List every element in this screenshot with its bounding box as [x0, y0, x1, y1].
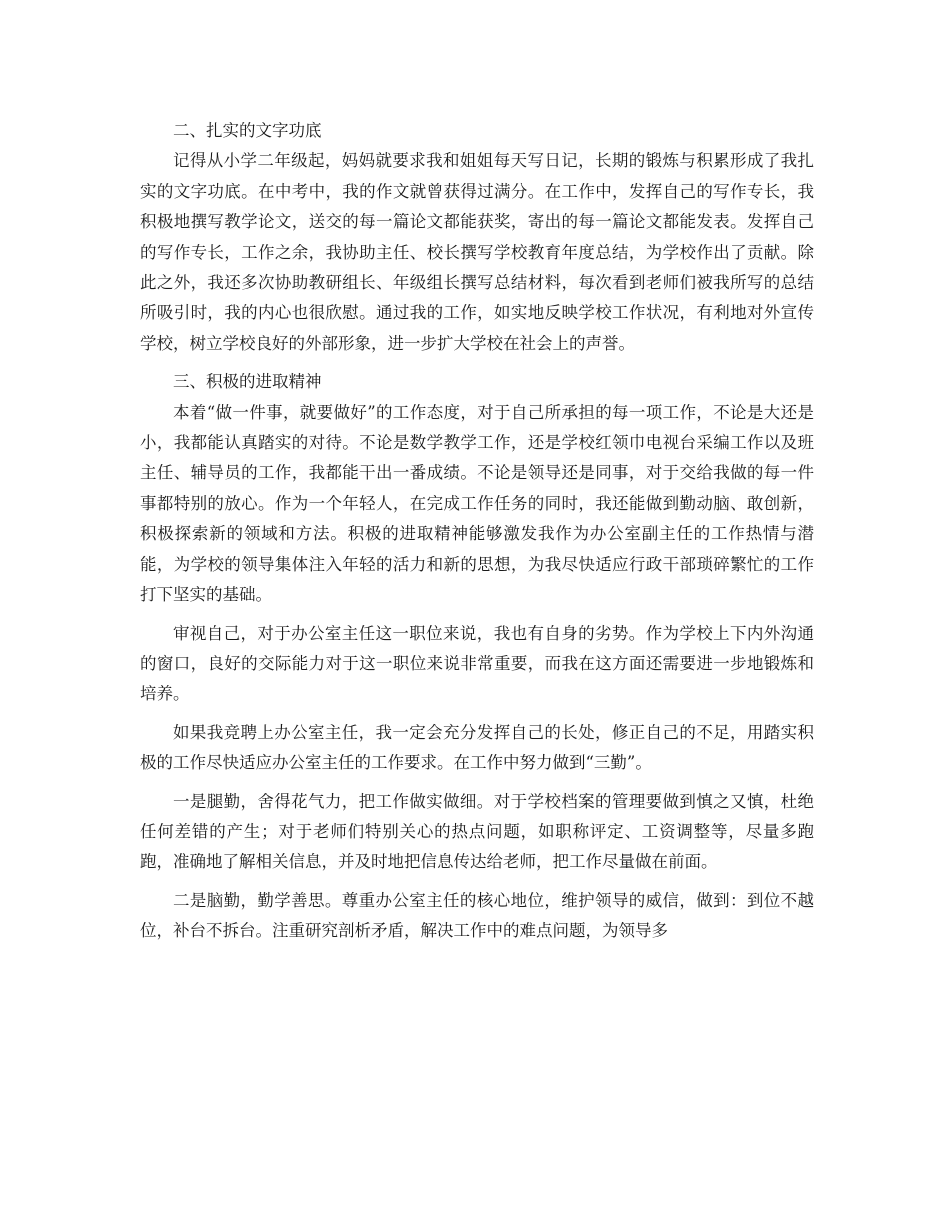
paragraph: 二是脑勤，勤学善思。尊重办公室主任的核心地位，维护领导的威信，做到：到位不越位，补台不拆台。注重研究剖析矛盾，解决工作中的难点问题，为领导多: [140, 890, 814, 941]
paragraph: 本着“做一件事，就要做好”的工作态度，对于自己所承担的每一项工作，不论是大还是小，我都能认真踏实的对待。不论是数学教学工作，还是学校红领巾电视台采编工作以及班主任、辅导员的工作，我都能干出一番成绩。不论是领导还是同事，对于交给我做的每一件事都特别的放心。作为一个年轻人，在完成工作任务的同时，我还能做到勤动脑、敢创新，积极探索新的领域和方法。积极的进取精神能够激发我作为办公室副主任的工作热情与潜能，为学校的领导集体注入年轻的活力和新的思想，为我尽快适应行政干部琐碎繁忙的工作打下坚实的基础。: [140, 402, 814, 605]
section-heading: 二、扎实的文字功底: [173, 121, 322, 140]
section-heading: 三、积极的进取精神: [173, 372, 322, 392]
paragraph: 记得从小学二年级起，妈妈就要求我和姐姐每天写日记，长期的锻炼与积累形成了我扎实的文字功底。在中考中，我的作文就曾获得过满分。在工作中，发挥自己的写作专长，我积极地撰写教学论文，送交的每一篇论文都能获奖，寄出的每一篇论文都能发表。发挥自己的写作专长，工作之余，我协助主任、校长撰写学校教育年度总结，为学校作出了贡献。除此之外，我还多次协助教研组长、年级组长撰写总结材料，每次看到老师们被我所写的总结所吸引时，我的内心也很欣慰。通过我的工作，如实地反映学校工作状况，有利地对外宣传学校，树立学校良好的外部形象，进一步扩大学校在社会上的声誉。: [140, 151, 814, 353]
document-body: [140, 116, 814, 947]
paragraph: 审视自己，对于办公室主任这一职位来说，我也有自身的劣势。作为学校上下内外沟通的窗口，良好的交际能力对于这一职位来说非常重要，而我在这方面还需要进一步地锻炼和培养。: [140, 623, 814, 704]
paragraph: 如果我竞聘上办公室主任，我一定会充分发挥自己的长处，修正自己的不足，用踏实积极的工作尽快适应办公室主任的工作要求。在工作中努力做到“三勤”。: [140, 722, 814, 773]
paragraph: 一是腿勤，舍得花气力，把工作做实做细。对于学校档案的管理要做到慎之又慎，杜绝任何差错的产生；对于老师们特别关心的热点问题，如职称评定、工资调整等，尽量多跑跑，准确地了解相关信息，并及时地把信息传达给老师，把工作尽量做在前面。: [140, 791, 814, 872]
